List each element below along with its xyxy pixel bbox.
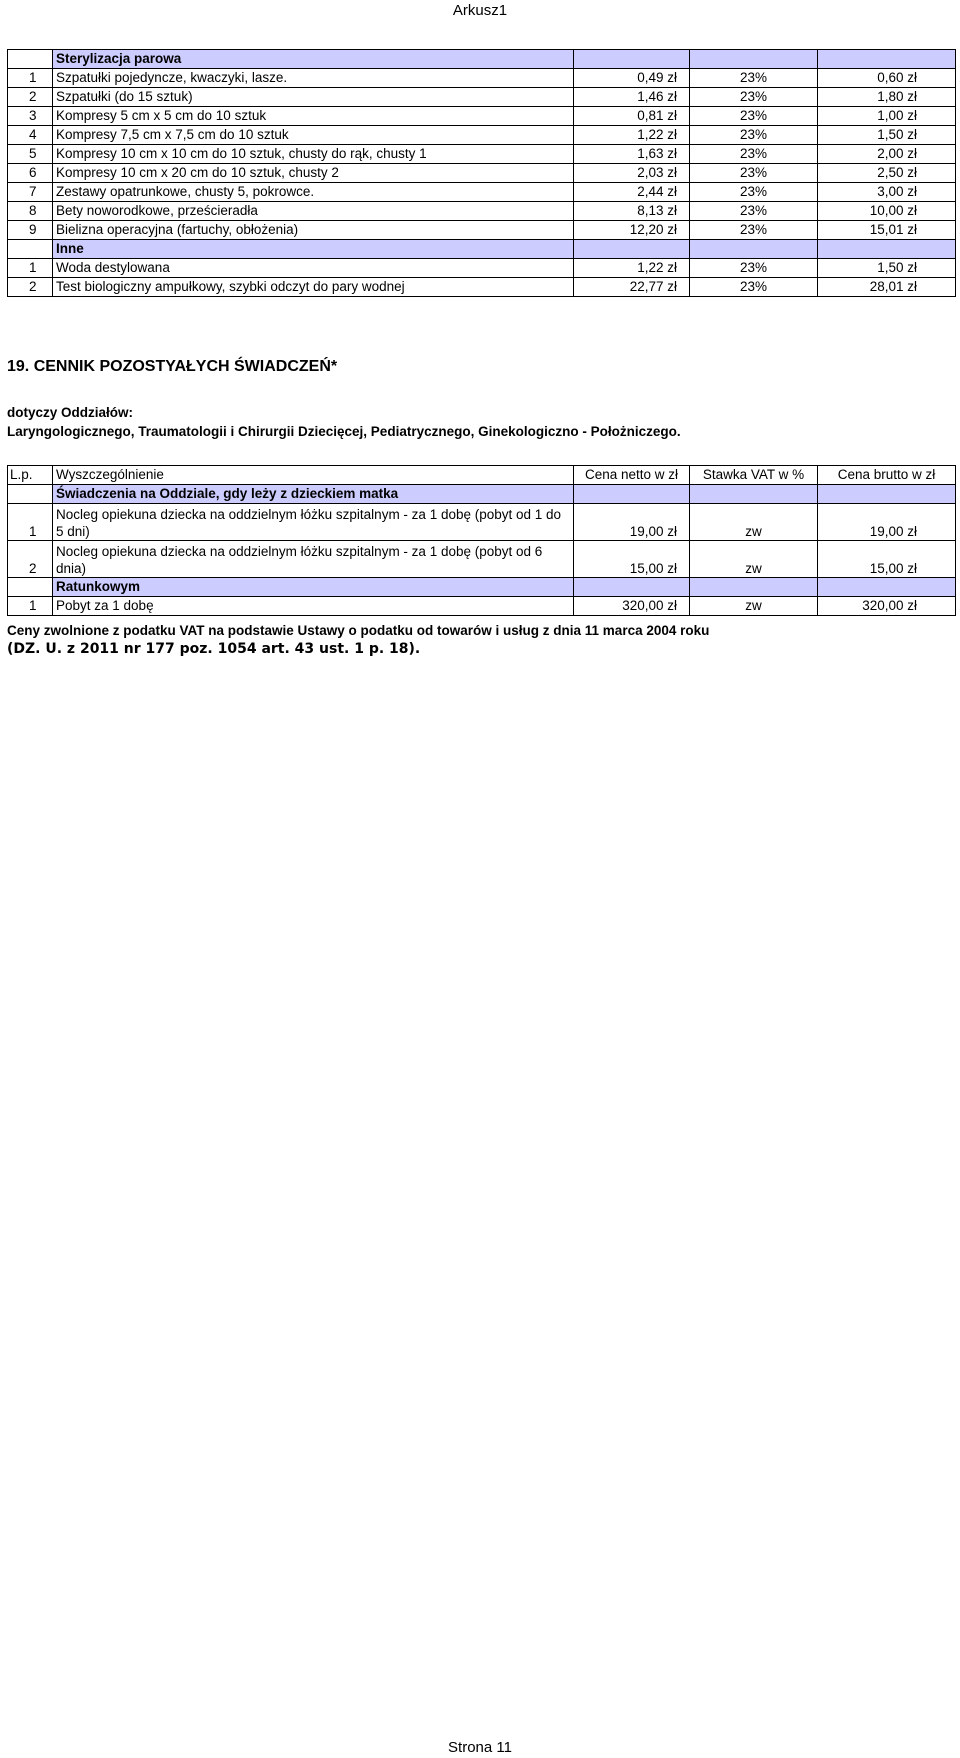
row-vat: 23% [690, 221, 818, 240]
row-brutto: 19,00 zł [818, 504, 956, 541]
section-19-title: 19. CENNIK POZOSTYAŁYCH ŚWIADCZEŃ* [7, 358, 338, 375]
row-name: Kompresy 7,5 cm x 7,5 cm do 10 sztuk [53, 126, 574, 145]
row-vat: 23% [690, 183, 818, 202]
row-lp: 4 [8, 126, 53, 145]
header-name: Wyszczególnienie [53, 466, 574, 485]
row-brutto: 1,80 zł [818, 88, 956, 107]
row-netto: 320,00 zł [574, 597, 690, 616]
row-lp: 3 [8, 107, 53, 126]
row-brutto: 10,00 zł [818, 202, 956, 221]
row-name: Kompresy 5 cm x 5 cm do 10 sztuk [53, 107, 574, 126]
header-row [8, 466, 956, 485]
row-lp: 9 [8, 221, 53, 240]
row-name: Szpatułki (do 15 sztuk) [53, 88, 574, 107]
row-vat: 23% [690, 107, 818, 126]
row-netto: 1,22 zł [574, 126, 690, 145]
row-name: Bielizna operacyjna (fartuchy, obłożenia) [53, 221, 574, 240]
section-label: Świadczenia na Oddziale, gdy leży z dzieckiem matka [53, 485, 574, 504]
sterilization-price-table [7, 49, 956, 297]
row-brutto: 15,01 zł [818, 221, 956, 240]
row-name: Kompresy 10 cm x 10 cm do 10 sztuk, chusty do rąk, chusty 1 [53, 145, 574, 164]
departments-list: Laryngologicznego, Traumatologii i Chirurgii Dziecięcej, Pediatrycznego, Ginekologiczno - Położniczego. [7, 424, 681, 439]
row-lp: 2 [8, 278, 53, 297]
row-brutto: 1,50 zł [818, 259, 956, 278]
row-lp: 5 [8, 145, 53, 164]
row-vat: 23% [690, 259, 818, 278]
table-row [8, 107, 956, 126]
row-brutto: 15,00 zł [818, 541, 956, 578]
page-header: Arkusz1 [452, 2, 508, 19]
header-netto: Cena netto w zł [574, 466, 690, 485]
departments-label: dotyczy Oddziałów: [7, 405, 134, 420]
row-netto: 8,13 zł [574, 202, 690, 221]
legal-reference-note: (DZ. U. z 2011 nr 177 poz. 1054 art. 43 ust. 1 p. 18). [7, 641, 421, 657]
row-brutto: 0,60 zł [818, 69, 956, 88]
row-netto: 1,63 zł [574, 145, 690, 164]
row-lp: 1 [8, 597, 53, 616]
row-vat: 23% [690, 164, 818, 183]
header-lp: L.p. [8, 466, 53, 485]
row-name: Woda destylowana [53, 259, 574, 278]
other-services-price-table [7, 465, 956, 616]
row-name: Test biologiczny ampułkowy, szybki odczyt do pary wodnej [53, 278, 574, 297]
section-row [8, 578, 956, 597]
row-netto: 1,46 zł [574, 88, 690, 107]
table-row [8, 221, 956, 240]
table-row [8, 88, 956, 107]
row-lp: 8 [8, 202, 53, 221]
table-row [8, 145, 956, 164]
row-brutto: 2,00 zł [818, 145, 956, 164]
page-footer: Strona 11 [448, 1739, 512, 1756]
table-row [8, 597, 956, 616]
row-netto: 15,00 zł [574, 541, 690, 578]
row-netto: 19,00 zł [574, 504, 690, 541]
row-lp: 1 [8, 69, 53, 88]
row-netto: 2,03 zł [574, 164, 690, 183]
table-row [8, 259, 956, 278]
row-vat: zw [690, 504, 818, 541]
row-vat: 23% [690, 278, 818, 297]
row-netto: 0,81 zł [574, 107, 690, 126]
header-vat: Stawka VAT w % [690, 466, 818, 485]
section-label: Sterylizacja parowa [53, 50, 574, 69]
row-vat: 23% [690, 126, 818, 145]
row-brutto: 3,00 zł [818, 183, 956, 202]
row-lp: 2 [8, 541, 53, 578]
row-lp: 7 [8, 183, 53, 202]
row-name: Bety noworodkowe, prześcieradła [53, 202, 574, 221]
row-lp: 6 [8, 164, 53, 183]
table-row [8, 183, 956, 202]
row-vat: zw [690, 597, 818, 616]
table-row [8, 278, 956, 297]
section-label: Inne [53, 240, 574, 259]
row-vat: zw [690, 541, 818, 578]
row-netto: 1,22 zł [574, 259, 690, 278]
vat-exemption-note: Ceny zwolnione z podatku VAT na podstawie Ustawy o podatku od towarów i usług z dnia 11 marca 2004 roku [7, 623, 710, 638]
row-name: Nocleg opiekuna dziecka na oddzielnym łóżku szpitalnym - za 1 dobę (pobyt od 6 dnia) [53, 541, 574, 578]
section-row [8, 50, 956, 69]
row-name: Szpatułki pojedyncze, kwaczyki, lasze. [53, 69, 574, 88]
table-row [8, 504, 956, 541]
row-netto: 12,20 zł [574, 221, 690, 240]
row-vat: 23% [690, 88, 818, 107]
table-row [8, 202, 956, 221]
row-netto: 22,77 zł [574, 278, 690, 297]
row-lp: 1 [8, 259, 53, 278]
row-netto: 0,49 zł [574, 69, 690, 88]
row-netto: 2,44 zł [574, 183, 690, 202]
row-lp: 1 [8, 504, 53, 541]
section-row [8, 240, 956, 259]
row-vat: 23% [690, 202, 818, 221]
row-vat: 23% [690, 69, 818, 88]
table-row [8, 541, 956, 578]
row-name: Nocleg opiekuna dziecka na oddzielnym łóżku szpitalnym - za 1 dobę (pobyt od 1 do 5 dni) [53, 504, 574, 541]
section-label: Ratunkowym [53, 578, 574, 597]
header-brutto: Cena brutto w zł [818, 466, 956, 485]
row-brutto: 1,00 zł [818, 107, 956, 126]
row-vat: 23% [690, 145, 818, 164]
table-row [8, 69, 956, 88]
row-brutto: 28,01 zł [818, 278, 956, 297]
table-row [8, 126, 956, 145]
row-name: Pobyt za 1 dobę [53, 597, 574, 616]
row-brutto: 2,50 zł [818, 164, 956, 183]
row-name: Kompresy 10 cm x 20 cm do 10 sztuk, chusty 2 [53, 164, 574, 183]
table-row [8, 164, 956, 183]
row-lp: 2 [8, 88, 53, 107]
row-name: Zestawy opatrunkowe, chusty 5, pokrowce. [53, 183, 574, 202]
section-row [8, 485, 956, 504]
row-brutto: 320,00 zł [818, 597, 956, 616]
row-brutto: 1,50 zł [818, 126, 956, 145]
